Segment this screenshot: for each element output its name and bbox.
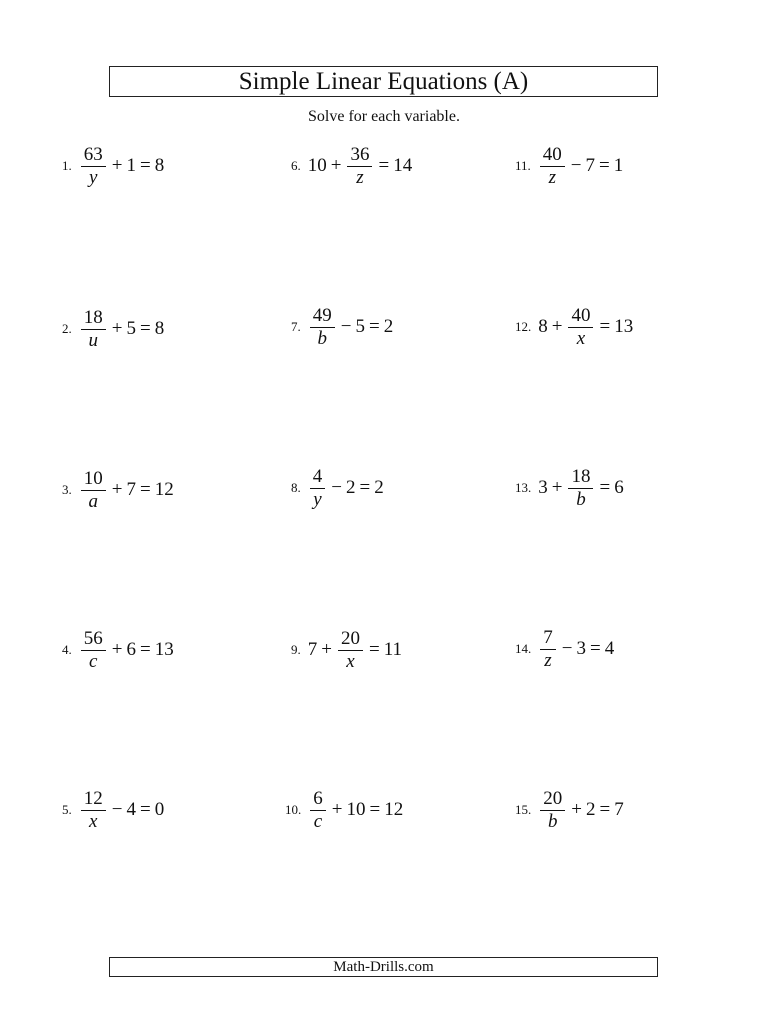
right-hand-side: 11 xyxy=(383,639,402,660)
right-hand-side: 2 xyxy=(383,316,394,337)
right-hand-side: 1 xyxy=(613,155,624,176)
suffix-operator: − xyxy=(111,799,123,820)
equals-sign: = xyxy=(139,479,151,500)
equals-sign: = xyxy=(139,155,151,176)
problem-number: 3. xyxy=(62,482,72,497)
fraction-numerator: 63 xyxy=(81,144,106,167)
right-hand-side: 14 xyxy=(393,155,413,176)
suffix-term: 7 xyxy=(585,155,595,176)
problem-number: 8. xyxy=(291,480,301,495)
suffix-operator: + xyxy=(111,318,123,339)
fraction-denominator: b xyxy=(548,811,558,832)
suffix-term: 4 xyxy=(126,799,136,820)
problem-number: 2. xyxy=(62,321,72,336)
equals-sign: = xyxy=(369,799,381,820)
suffix-term: 6 xyxy=(126,639,136,660)
problem-3 xyxy=(62,460,175,520)
equals-sign: = xyxy=(589,638,601,659)
instructions: Solve for each variable. xyxy=(308,108,460,125)
prefix-term: 3 xyxy=(538,477,548,498)
problem-2 xyxy=(62,299,165,359)
prefix-operator: + xyxy=(551,316,563,337)
fraction-numerator: 10 xyxy=(81,468,106,491)
fraction-numerator: 40 xyxy=(568,305,593,328)
right-hand-side: 2 xyxy=(374,477,384,498)
fraction-numerator: 49 xyxy=(310,305,335,328)
fraction-numerator: 6 xyxy=(310,788,326,811)
fraction-numerator: 20 xyxy=(338,628,363,651)
worksheet-title xyxy=(109,66,658,97)
right-hand-side: 4 xyxy=(604,638,615,659)
footer-text: Math-Drills.com xyxy=(333,958,434,975)
fraction-numerator: 40 xyxy=(540,144,565,167)
problem-4 xyxy=(62,620,175,680)
fraction-denominator: y xyxy=(313,489,322,510)
fraction-denominator: c xyxy=(89,651,98,672)
fraction-denominator: u xyxy=(88,330,98,351)
equals-sign: = xyxy=(368,316,380,337)
fraction xyxy=(540,788,565,832)
fraction xyxy=(81,788,106,832)
problem-11 xyxy=(515,136,624,196)
problem-number: 9. xyxy=(291,642,301,657)
fraction xyxy=(81,307,106,351)
equals-sign: = xyxy=(359,477,371,498)
right-hand-side: 12 xyxy=(384,799,404,820)
fraction-numerator: 18 xyxy=(81,307,106,330)
problem-number: 7. xyxy=(291,319,301,334)
fraction xyxy=(81,628,106,672)
fraction xyxy=(540,144,565,188)
suffix-operator: − xyxy=(340,316,352,337)
fraction xyxy=(310,466,326,510)
problem-1 xyxy=(62,136,165,196)
fraction-denominator: z xyxy=(548,167,556,188)
problem-5 xyxy=(62,780,165,840)
problem-number: 6. xyxy=(291,158,301,173)
fraction-numerator: 56 xyxy=(81,628,106,651)
right-hand-side: 8 xyxy=(154,318,165,339)
fraction-denominator: a xyxy=(88,491,98,512)
fraction xyxy=(81,144,106,188)
suffix-term: 7 xyxy=(126,479,136,500)
problem-7 xyxy=(291,297,394,357)
right-hand-side: 8 xyxy=(154,155,165,176)
suffix-term: 2 xyxy=(585,799,596,820)
prefix-term: 8 xyxy=(538,316,548,337)
equals-sign: = xyxy=(599,799,611,820)
fraction xyxy=(310,788,326,832)
problem-number: 12. xyxy=(515,319,532,334)
right-hand-side: 6 xyxy=(614,477,624,498)
right-hand-side: 0 xyxy=(154,799,165,820)
suffix-operator: + xyxy=(111,479,123,500)
problem-14 xyxy=(515,619,615,679)
equals-sign: = xyxy=(378,155,390,176)
fraction-denominator: x xyxy=(576,328,586,349)
problem-number: 14. xyxy=(515,641,532,656)
suffix-operator: + xyxy=(111,639,123,660)
prefix-operator: + xyxy=(330,155,342,176)
equals-sign: = xyxy=(139,639,151,660)
right-hand-side: 13 xyxy=(154,639,174,660)
suffix-term: 5 xyxy=(126,318,136,339)
problem-number: 15. xyxy=(515,802,532,817)
suffix-term: 5 xyxy=(355,316,365,337)
suffix-operator: − xyxy=(331,477,342,498)
problem-number: 1. xyxy=(62,158,72,173)
prefix-term: 10 xyxy=(307,155,327,176)
equals-sign: = xyxy=(599,316,611,337)
prefix-operator: + xyxy=(321,639,332,660)
problem-number: 4. xyxy=(62,642,72,657)
equals-sign: = xyxy=(139,799,151,820)
fraction-numerator: 7 xyxy=(540,627,556,650)
fraction xyxy=(338,628,363,672)
fraction-denominator: z xyxy=(356,167,364,188)
fraction-denominator: x xyxy=(346,651,355,672)
problem-13 xyxy=(515,458,625,518)
problem-9 xyxy=(291,620,403,680)
suffix-term: 2 xyxy=(345,477,356,498)
fraction xyxy=(347,144,372,188)
right-hand-side: 13 xyxy=(614,316,634,337)
suffix-term: 1 xyxy=(126,155,136,176)
fraction-denominator: b xyxy=(317,328,327,349)
fraction-denominator: c xyxy=(313,811,323,832)
fraction xyxy=(540,627,556,671)
right-hand-side: 7 xyxy=(614,799,624,820)
suffix-operator: − xyxy=(570,155,582,176)
equals-sign: = xyxy=(599,477,611,498)
problem-15 xyxy=(515,780,625,840)
fraction-denominator: x xyxy=(89,811,98,832)
fraction-numerator: 18 xyxy=(568,466,593,489)
suffix-operator: + xyxy=(571,799,582,820)
fraction-denominator: y xyxy=(89,167,98,188)
fraction xyxy=(81,468,106,512)
suffix-term: 10 xyxy=(346,799,366,820)
problem-number: 13. xyxy=(515,480,532,495)
problem-6 xyxy=(291,136,413,196)
suffix-operator: + xyxy=(111,155,123,176)
worksheet-title-text: Simple Linear Equations (A) xyxy=(238,67,529,95)
fraction xyxy=(568,305,593,349)
fraction-denominator: b xyxy=(576,489,586,510)
prefix-term: 7 xyxy=(307,639,318,660)
problem-10 xyxy=(285,780,404,840)
fraction-numerator: 12 xyxy=(81,788,106,811)
fraction-numerator: 4 xyxy=(310,466,326,489)
fraction-numerator: 20 xyxy=(540,788,565,811)
fraction-denominator: z xyxy=(544,650,552,671)
problem-number: 5. xyxy=(62,802,72,817)
equals-sign: = xyxy=(368,639,380,660)
problem-8 xyxy=(291,458,385,518)
footer xyxy=(109,957,658,977)
fraction-numerator: 36 xyxy=(347,144,372,167)
fraction xyxy=(568,466,593,510)
problem-12 xyxy=(515,297,634,357)
problem-number: 11. xyxy=(515,158,531,173)
suffix-term: 3 xyxy=(576,638,586,659)
right-hand-side: 12 xyxy=(154,479,174,500)
equals-sign: = xyxy=(599,155,610,176)
fraction xyxy=(310,305,335,349)
prefix-operator: + xyxy=(551,477,563,498)
suffix-operator: + xyxy=(331,799,343,820)
equals-sign: = xyxy=(139,318,151,339)
problem-number: 10. xyxy=(285,802,302,817)
suffix-operator: − xyxy=(561,638,573,659)
